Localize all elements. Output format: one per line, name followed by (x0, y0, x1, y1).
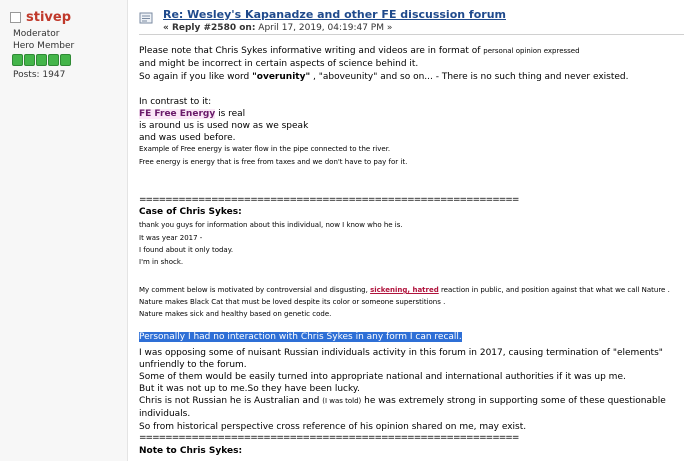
post-title-link[interactable]: Re: Wesley's Kapanadze and other FE discussion forum (163, 8, 506, 21)
post-topic-icon (139, 10, 155, 26)
body-line: individuals. (139, 409, 191, 419)
body-line (139, 287, 670, 294)
rank-star-icon (12, 54, 23, 66)
rank-star-icon (36, 54, 47, 66)
emphasis-text: sickening, hatred (370, 286, 439, 294)
body-text: Chris is not Russian he is Australian and (139, 396, 323, 406)
username-link[interactable]: stivep (26, 10, 72, 25)
member-group: Hero Member (13, 41, 75, 51)
rank-stars (12, 54, 72, 66)
body-line: I found about it only today. (139, 246, 234, 254)
body-line (139, 47, 580, 56)
body-text: Please note that Chris Sykes informative writing and videos are in format of (139, 46, 484, 56)
post-area (127, 0, 690, 461)
body-line: and was used before. (139, 133, 236, 143)
rank-star-icon (60, 54, 71, 66)
body-line: and might be incorrect in certain aspects of science behind it. (139, 59, 419, 69)
header-divider (139, 34, 684, 35)
body-line: So from historical perspective cross reference of his opinion shared on me, may exist. (139, 422, 527, 432)
separator-line: ========================================================== (139, 433, 519, 443)
body-line: But it was not up to me.So they have been lucky. (139, 384, 360, 394)
body-line (139, 333, 462, 342)
body-small-text: personal opinion expressed (483, 47, 580, 55)
body-text: is real (215, 109, 246, 119)
separator-line: ========================================================== (139, 195, 519, 205)
body-line: Example of Free energy is water flow in the pipe connected to the river. (139, 145, 391, 153)
body-small-text: (I was told) (322, 397, 362, 405)
body-line: unfriendly to the forum. (139, 360, 247, 370)
offline-status-icon (10, 12, 21, 23)
body-text: reaction in public, and position against that what we call Nature . (438, 286, 670, 294)
poster-sidebar (0, 0, 128, 461)
fe-highlight-text: FE Free Energy (139, 109, 216, 119)
body-line (139, 110, 245, 119)
rank-star-icon (24, 54, 35, 66)
body-line: In contrast to it: (139, 97, 212, 107)
post-count: Posts: 1947 (13, 70, 66, 80)
member-role: Moderator (13, 29, 60, 39)
body-line: I was opposing some of nuisant Russian individuals activity in this forum in 2017, causing termination of "elements" (139, 348, 663, 358)
body-line: It was year 2017 - (139, 234, 203, 242)
reply-number: « Reply #2580 on: (163, 23, 256, 33)
body-line: Nature makes sick and healthy based on genetic code. (139, 310, 332, 318)
rank-star-icon (48, 54, 59, 66)
body-line: Nature makes Black Cat that must be loved despite its color or someone superstitions . (139, 298, 446, 306)
body-bold-text: "overunity" (252, 72, 311, 82)
case-heading: Case of Chris Sykes: (139, 207, 242, 217)
selected-text[interactable]: Personally I had no interaction with Chris Sykes in any form I can recall. (139, 332, 462, 342)
body-line (139, 73, 629, 82)
body-line: I'm in shock. (139, 258, 184, 266)
poster-row (10, 10, 71, 25)
body-text: , "aboveunity" and so on... - There is no such thing and never existed. (310, 72, 629, 82)
body-line: Some of them would be easily turned into appropriate national and international authorities if it was up me. (139, 372, 626, 382)
body-text: So again if you like word (139, 72, 253, 82)
post-date: April 17, 2019, 04:19:47 PM » (258, 23, 393, 33)
body-line: thank you guys for information about this individual, now I know who he is. (139, 221, 403, 229)
body-text: he was extremely strong in supporting some of these questionable (361, 396, 666, 406)
post-meta (163, 23, 392, 33)
body-line (139, 397, 666, 406)
body-text: My comment below is motivated by controversial and disgusting, (139, 286, 371, 294)
note-heading: Note to Chris Sykes: (139, 446, 243, 456)
body-line: Free energy is energy that is free from taxes and we don't have to pay for it. (139, 158, 408, 166)
post-header (139, 6, 684, 34)
body-line: is around us is used now as we speak (139, 121, 309, 131)
